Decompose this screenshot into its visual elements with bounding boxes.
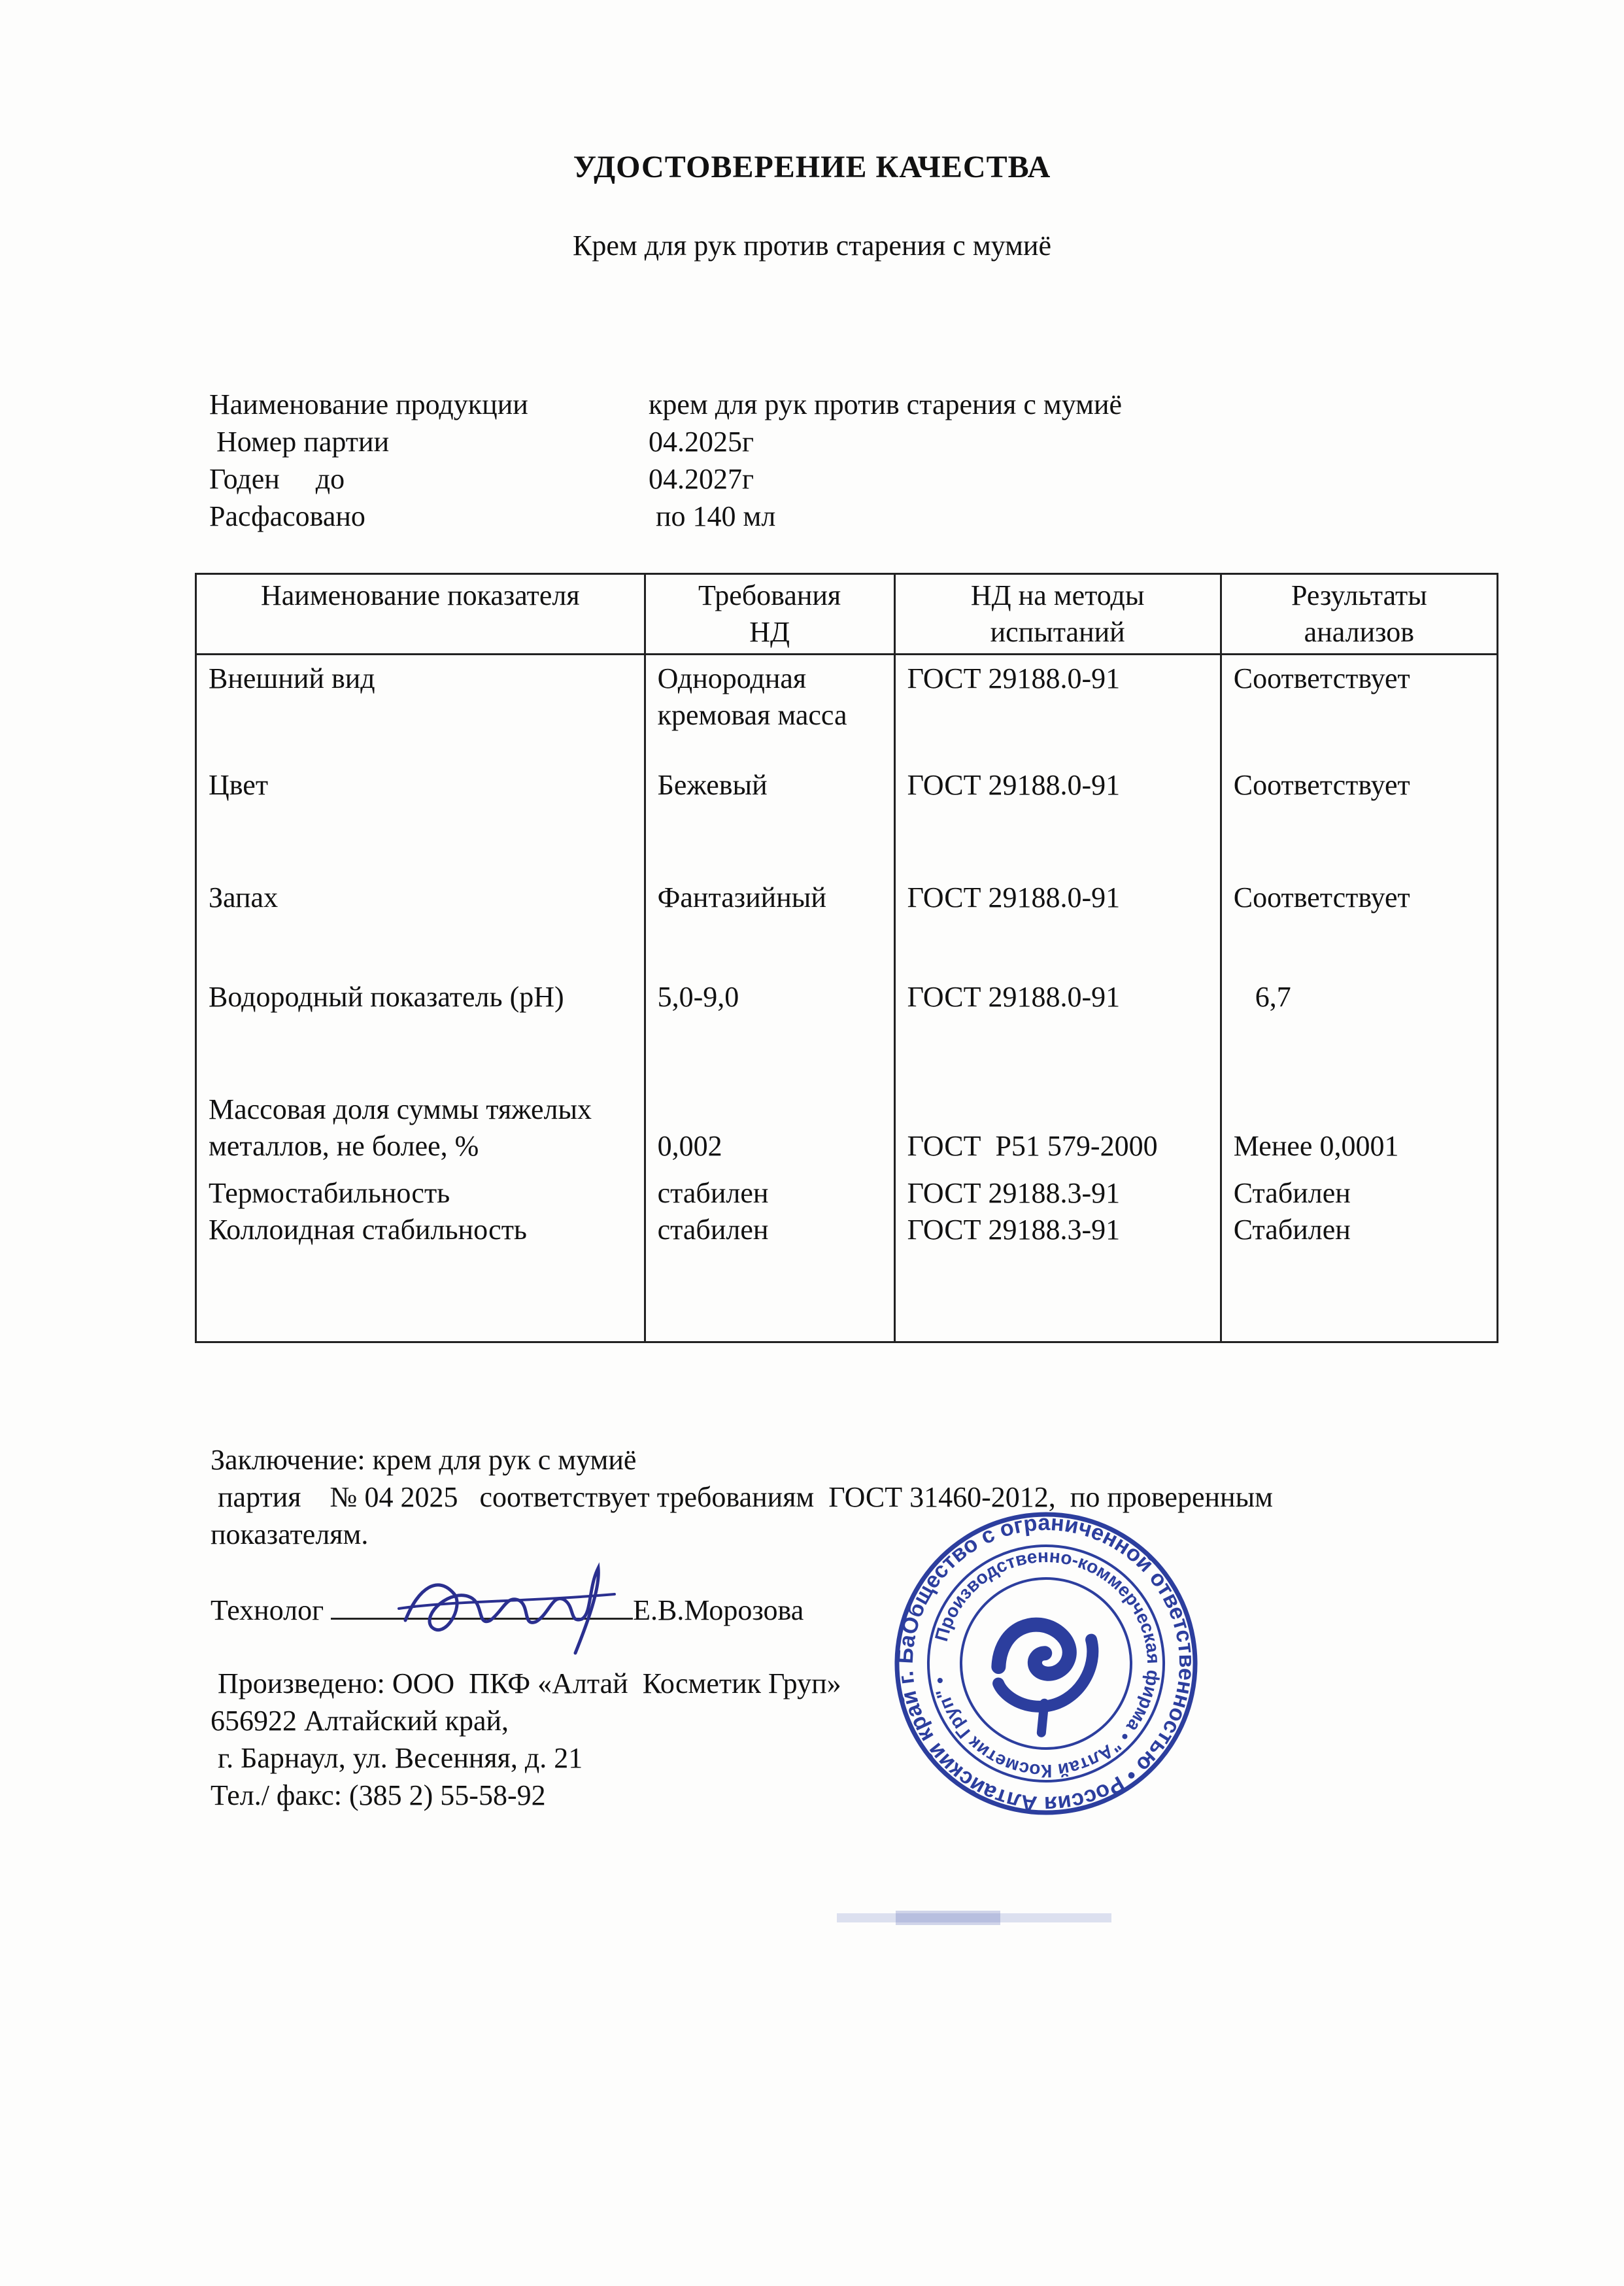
table-row xyxy=(196,655,1498,767)
seal-logo-icon xyxy=(986,1618,1096,1740)
conclusion xyxy=(211,1441,1492,1553)
conclusion-line: показателям. xyxy=(211,1518,369,1550)
cell-indicator: Коллоидная стабильность xyxy=(196,1212,645,1342)
cell-method: ГОСТ 29188.0-91 xyxy=(894,767,1221,879)
table-row xyxy=(196,1091,1498,1175)
table-header-row xyxy=(196,574,1498,655)
cell-requirement: Бежевый xyxy=(645,767,894,879)
info-value: 04.2027г xyxy=(649,463,754,495)
cell-indicator: Массовая доля суммы тяжелых металлов, не более, % xyxy=(196,1091,645,1175)
cell-indicator: Запах xyxy=(196,879,645,979)
header-line: НД xyxy=(749,616,790,648)
conclusion-line: Заключение: крем для рук с мумиё xyxy=(211,1444,637,1476)
cell-requirement: стабилен xyxy=(645,1212,894,1342)
seal-inner-text: Производственно-коммерческая фирма • "Алтай Косметик Груп" • xyxy=(929,1545,1164,1782)
cell-requirement: Однородная кремовая масса xyxy=(645,655,894,767)
cell-method: ГОСТ 29188.0-91 xyxy=(894,655,1221,767)
faded-stamp-mark xyxy=(824,1902,1138,1934)
cell-result: Соответствует xyxy=(1221,655,1497,767)
header-line: анализов xyxy=(1304,616,1415,648)
technologist-name: Е.В.Морозова xyxy=(633,1594,804,1626)
column-header-requirements xyxy=(645,574,894,655)
cell-method: ГОСТ 29188.3-91 xyxy=(894,1212,1221,1342)
header-line: испытаний xyxy=(990,616,1125,648)
column-header-indicator xyxy=(196,574,645,655)
seal-outer-text: Общество с ограниченной ответственностью • Россия Алтайский край г. Барнаул xyxy=(892,1510,1200,1817)
info-row-product-name xyxy=(209,386,1122,423)
product-info xyxy=(209,386,1122,535)
info-value: по 140 мл xyxy=(649,500,776,532)
quality-table xyxy=(195,573,1498,1343)
producer-info xyxy=(211,1665,841,1814)
cell-indicator: Внешний вид xyxy=(196,655,645,767)
cell-indicator: Термостабильность xyxy=(196,1175,645,1212)
cell-indicator: Водородный показатель (рН) xyxy=(196,979,645,1091)
column-header-results xyxy=(1221,574,1497,655)
conclusion-line: партия № 04 2025 соответствует требованиям ГОСТ 31460-2012, по проверенным xyxy=(211,1481,1273,1513)
header-line: НД на методы xyxy=(970,579,1145,611)
column-header-methods xyxy=(894,574,1221,655)
info-label: Расфасовано xyxy=(209,500,365,532)
document-subtitle: Крем для рук против старения с мумиё xyxy=(572,230,1051,262)
table-row xyxy=(196,879,1498,979)
handwritten-signature xyxy=(392,1548,628,1660)
cell-result: Стабилен xyxy=(1221,1212,1497,1342)
cell-requirement: 0,002 xyxy=(645,1091,894,1175)
producer-line: Тел./ факс: (385 2) 55-58-92 xyxy=(211,1779,546,1811)
cell-requirement: 5,0-9,0 xyxy=(645,979,894,1091)
company-seal xyxy=(889,1507,1203,1820)
cell-method: ГОСТ 29188.0-91 xyxy=(894,879,1221,979)
info-value: 04.2025г xyxy=(649,426,754,458)
info-row-batch-number xyxy=(209,423,1122,460)
cell-result: Менее 0,0001 xyxy=(1221,1091,1497,1175)
producer-line: Произведено: ООО ПКФ «Алтай Косметик Груп» xyxy=(211,1667,841,1699)
info-label: Наименование продукции xyxy=(209,388,528,420)
cell-result: Соответствует xyxy=(1221,879,1497,979)
info-value: крем для рук против старения с мумиё xyxy=(649,388,1123,420)
table-row xyxy=(196,979,1498,1091)
info-label: Номер партии xyxy=(209,426,390,458)
cell-result: Соответствует xyxy=(1221,767,1497,879)
producer-line: г. Барнаул, ул. Весенняя, д. 21 xyxy=(211,1742,583,1774)
technologist-label: Технолог xyxy=(211,1594,331,1626)
cell-method: ГОСТ Р51 579-2000 xyxy=(894,1091,1221,1175)
info-row-expiry xyxy=(209,460,1122,498)
info-label: Годен до xyxy=(209,463,345,495)
table-row xyxy=(196,1212,1498,1342)
cell-result: Стабилен xyxy=(1221,1175,1497,1212)
document-title: УДОСТОВЕРЕНИЕ КАЧЕСТВА xyxy=(573,150,1051,184)
producer-line: 656922 Алтайский край, xyxy=(211,1705,509,1737)
cell-result: 6,7 xyxy=(1221,979,1497,1091)
cell-method: ГОСТ 29188.0-91 xyxy=(894,979,1221,1091)
table-row xyxy=(196,767,1498,879)
header-line: Требования xyxy=(698,579,841,611)
info-row-packaging xyxy=(209,498,1122,535)
cell-requirement: Фантазийный xyxy=(645,879,894,979)
header-line: Результаты xyxy=(1291,579,1427,611)
cell-method: ГОСТ 29188.3-91 xyxy=(894,1175,1221,1212)
table-row xyxy=(196,1175,1498,1212)
cell-requirement: стабилен xyxy=(645,1175,894,1212)
header-line: Наименование показателя xyxy=(260,579,580,611)
cell-indicator: Цвет xyxy=(196,767,645,879)
